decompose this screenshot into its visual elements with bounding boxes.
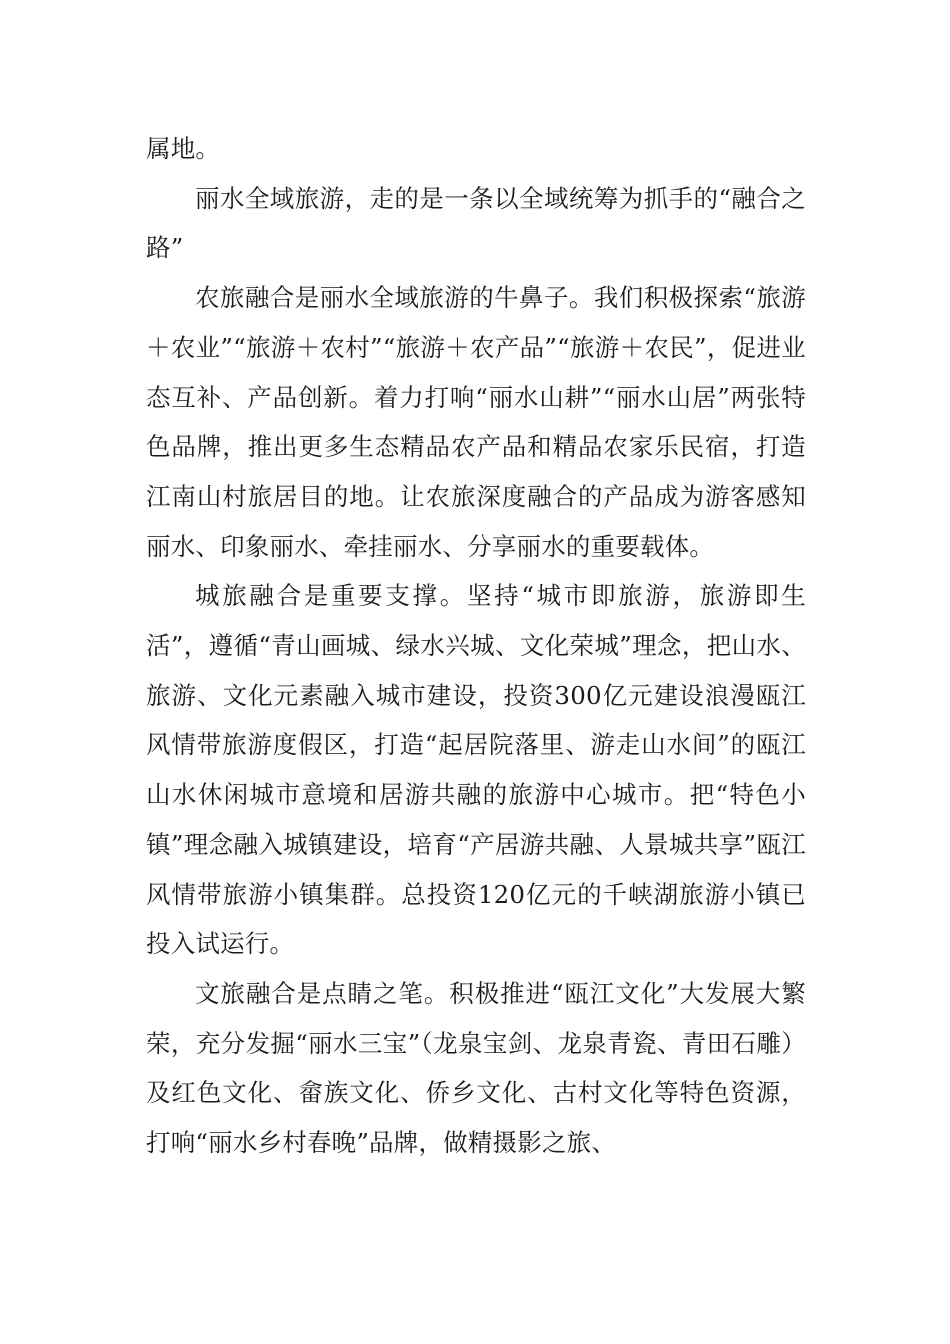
paragraph-section-heading: 丽水全域旅游，走的是一条以全域统筹为抓手的“融合之路” <box>146 183 806 263</box>
document-body <box>146 124 806 1168</box>
paragraph-continuation: 属地。 <box>146 134 221 163</box>
paragraph-culture-tourism: 文旅融合是点睛之笔。积极推进“瓯江文化”大发展大繁荣，充分发掘“丽水三宝”（龙泉宝剑、龙泉青瓷、青田石雕）及红色文化、畲族文化、侨乡文化、古村文化等特色资源，打响“丽水乡村春晚”品牌，做精摄影之旅、 <box>146 978 806 1158</box>
paragraph-agri-tourism: 农旅融合是丽水全域旅游的牛鼻子。我们积极探索“旅游＋农业”“旅游＋农村”“旅游＋农产品”“旅游＋农民”，促进业态互补、产品创新。着力打响“丽水山耕”“丽水山居”两张特色品牌，推出更多生态精品农产品和精品农家乐民宿，打造江南山村旅居目的地。让农旅深度融合的产品成为游客感知丽水、印象丽水、牵挂丽水、分享丽水的重要载体。 <box>146 283 806 561</box>
paragraph-urban-tourism: 城旅融合是重要支撑。坚持“城市即旅游，旅游即生活”，遵循“青山画城、绿水兴城、文化荣城”理念，把山水、旅游、文化元素融入城市建设，投资300亿元建设浪漫瓯江风情带旅游度假区，打造“起居院落里、游走山水间”的瓯江山水休闲城市意境和居游共融的旅游中心城市。把“特色小镇”理念融入城镇建设，培育“产居游共融、人景城共享”瓯江风情带旅游小镇集群。总投资120亿元的千峡湖旅游小镇已投入试运行。 <box>146 581 806 959</box>
